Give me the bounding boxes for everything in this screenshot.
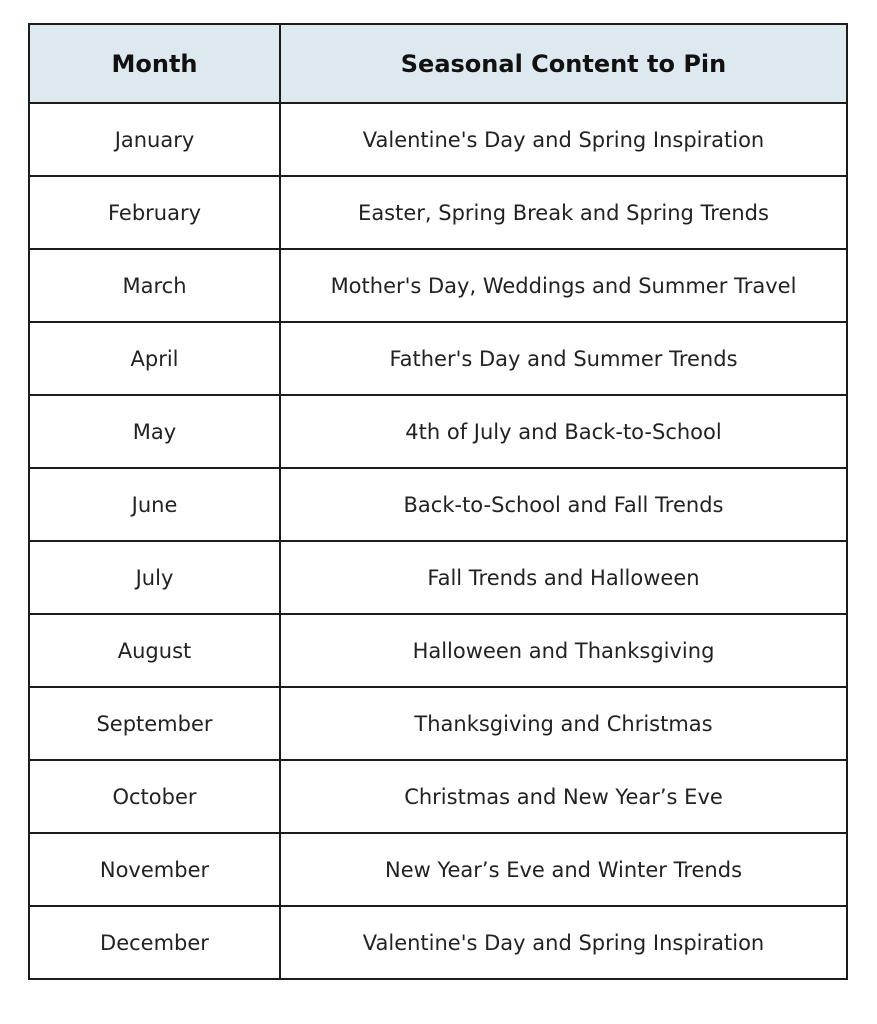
content-cell: Halloween and Thanksgiving (280, 614, 847, 687)
month-cell: August (29, 614, 280, 687)
content-cell: Father's Day and Summer Trends (280, 322, 847, 395)
table-row (29, 249, 847, 322)
month-cell: May (29, 395, 280, 468)
table-row (29, 687, 847, 760)
table-row (29, 760, 847, 833)
month-cell: October (29, 760, 280, 833)
content-cell: Valentine's Day and Spring Inspiration (280, 103, 847, 176)
content-cell: 4th of July and Back-to-School (280, 395, 847, 468)
table-row (29, 468, 847, 541)
table-row (29, 541, 847, 614)
month-cell: July (29, 541, 280, 614)
content-column-header: Seasonal Content to Pin (280, 24, 847, 103)
content-cell: Mother's Day, Weddings and Summer Travel (280, 249, 847, 322)
month-cell: January (29, 103, 280, 176)
month-cell: December (29, 906, 280, 979)
table-row (29, 322, 847, 395)
table-row (29, 176, 847, 249)
month-cell: March (29, 249, 280, 322)
table-row (29, 906, 847, 979)
month-cell: June (29, 468, 280, 541)
table-row (29, 395, 847, 468)
month-cell: September (29, 687, 280, 760)
content-cell: Christmas and New Year’s Eve (280, 760, 847, 833)
month-cell: November (29, 833, 280, 906)
month-cell: February (29, 176, 280, 249)
content-cell: New Year’s Eve and Winter Trends (280, 833, 847, 906)
header-row (29, 24, 847, 103)
seasonal-content-table (28, 23, 848, 980)
table-row (29, 103, 847, 176)
month-column-header: Month (29, 24, 280, 103)
table-row (29, 614, 847, 687)
table-body (29, 103, 847, 979)
month-cell: April (29, 322, 280, 395)
content-cell: Back-to-School and Fall Trends (280, 468, 847, 541)
table-row (29, 833, 847, 906)
content-cell: Easter, Spring Break and Spring Trends (280, 176, 847, 249)
table-header (29, 24, 847, 103)
content-cell: Thanksgiving and Christmas (280, 687, 847, 760)
content-cell: Fall Trends and Halloween (280, 541, 847, 614)
content-cell: Valentine's Day and Spring Inspiration (280, 906, 847, 979)
